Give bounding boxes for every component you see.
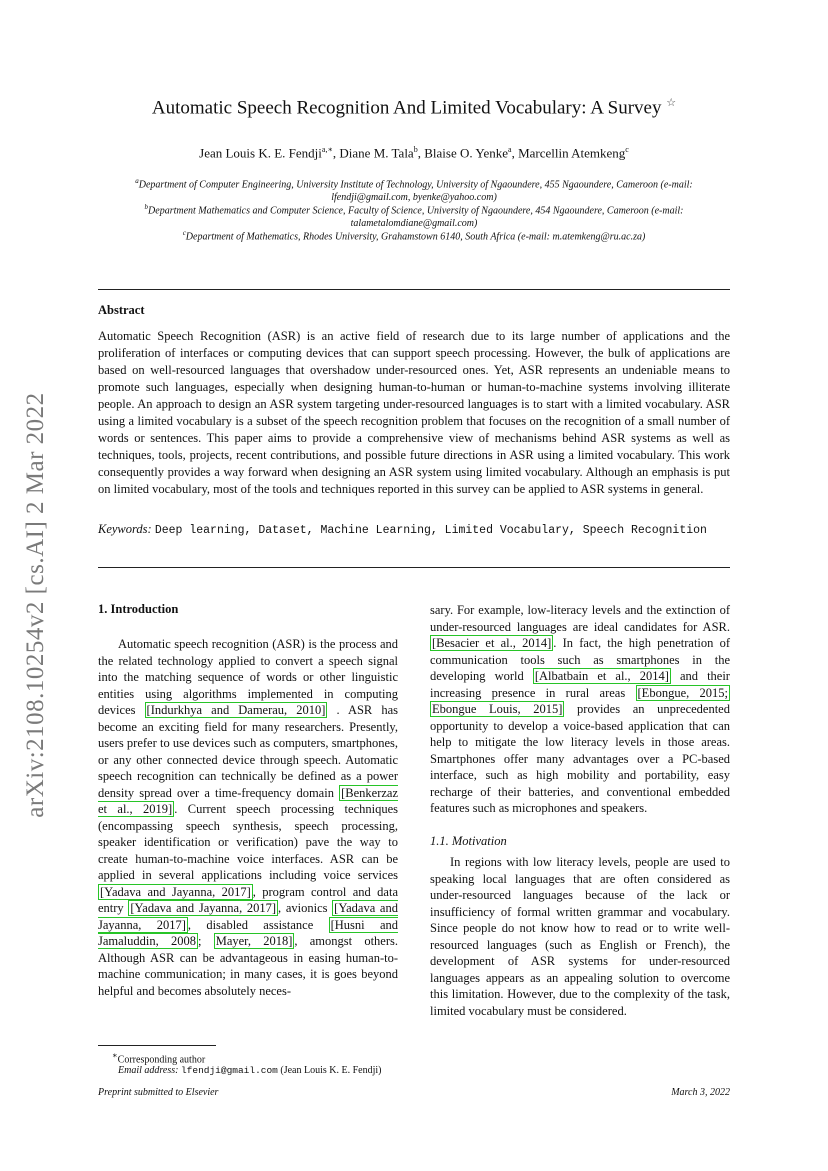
text-run: , disabled assistance (187, 917, 329, 932)
arxiv-identifier-text: arXiv:2108.10254v2 [cs.AI] 2 Mar 2022 (22, 392, 49, 818)
text-run: sary. For example, low-literacy levels and the extinction of under-resourced languages are ideal candidates for ASR. (430, 603, 730, 634)
citation-link[interactable]: [Yadava and Jayanna, 2017] (100, 884, 251, 899)
citation-link[interactable]: [Benkerzaz et al., 2019] (98, 785, 398, 816)
author: Blaise O. Yenke (424, 145, 508, 161)
text-run: ; (198, 934, 214, 948)
affiliation-text-cont: talametalomdiane@gmail.com) (350, 218, 478, 230)
citation-link[interactable]: [Albatbain et al., 2014] (534, 669, 669, 683)
text-run: provides an unprecedented opportunity to develop a voice-based application that can help to mitigate the low literacy levels in those areas. Smartphones offer many advantages over a PC-based interface, such as high mobility and portability, easy recharge of their batteries, and conventional embedded features such as microphones and speakers. (430, 702, 730, 815)
affiliation-sup: c (182, 229, 186, 237)
intro-paragraph (98, 636, 398, 999)
email-link[interactable]: lfendji@gmail.com (180, 1065, 278, 1076)
text-run: , avionics (278, 901, 333, 915)
footer-right: March 3, 2022 (671, 1087, 730, 1098)
divider (98, 289, 730, 290)
text-run: . In fact, the high penetration of communication tools such as smartphones in the developing world (430, 636, 731, 683)
keywords-text: Deep learning, Dataset, Machine Learning, Limited Vocabulary, Speech Recognition (154, 524, 707, 537)
author-sup: c (625, 145, 629, 154)
footnote-text: Corresponding author (117, 1054, 206, 1066)
author-sup: b (413, 145, 418, 154)
affiliation (98, 201, 730, 230)
footnote-mark: ∗ (112, 1051, 118, 1060)
text-run: . Current speech processing techniques (encompassing speech synthesis, speech processing, speaker identification or verification) pave the way to create human-to-machine voice interfaces. ASR can be applied in several applications including voice services (98, 802, 398, 882)
motivation-paragraph: In regions with low literacy levels, people are used to speaking local languages that are often considered as under-resourced languages because of the lack or insufficiency of formal written grammar and vocabulary. Since people do not know how to read or to write well-resourced languages (such as English or French), the development of ASR systems for under-resourced languages appears as an appealing solution to overcome this limitation. However, due to the complexity of the task, limited vocabulary must be considered. (430, 855, 730, 1018)
motivation-column (430, 854, 730, 1019)
intro-column-right (430, 602, 730, 817)
section-heading-introduction: 1. Introduction (98, 602, 179, 616)
author: Jean Louis K. E. Fendji (199, 145, 322, 161)
citation-link[interactable]: [Besacier et al., 2014] (432, 636, 552, 650)
footer-left: Preprint submitted to Elsevier (98, 1087, 219, 1098)
citation-link[interactable]: Mayer, 2018] (215, 934, 293, 948)
author: Diane M. Tala (339, 145, 414, 161)
affiliation-text-cont: lfendji@gmail.com, byenke@yahoo.com) (331, 192, 497, 204)
author-sup: a (508, 145, 512, 154)
email-owner: (Jean Louis K. E. Fendji) (277, 1065, 382, 1076)
affiliation-text: Department Mathematics and Computer Science, Faculty of Science, University of Ngaoundere, 454 Ngaoundere, Cameroon (e-mail: (148, 205, 684, 217)
text-run: , program control and data entry (98, 884, 398, 915)
author-list: Jean Louis K. E. Fendji$^{a,∗}$, Diane M. Tala$^b$, Blaise O. Yenke$^a$, Marcellin Atemkeng$^c$ (199, 145, 629, 161)
text-run: and their increasing presence in rural areas (430, 669, 730, 700)
affiliation (98, 227, 730, 243)
intro-paragraph-cont (430, 602, 730, 817)
affiliation-text: Department of Computer Engineering, University Institute of Technology, University of Ngaoundere, 455 Ngaoundere, Cameroon (e-mail: (138, 179, 693, 191)
citation-link[interactable]: [Indurkhya and Damerau, 2010] (146, 703, 326, 717)
text-run: . ASR has become an exciting field for many researchers. Presently, users prefer to use devices such as computers, smartphones, or any other connected device through speech. Automatic speech recognition can technically be defined as a power density spread over a time-frequency domain (98, 703, 398, 800)
affiliation (98, 175, 730, 204)
title-footnote-mark: ☆ (666, 97, 677, 109)
affiliation-text: Department of Mathematics, Rhodes University, Grahamstown 6140, South Africa (e-mail: m.atemkeng@ru.ac.za) (185, 231, 646, 243)
keywords (98, 521, 730, 539)
citation-link[interactable]: Ebongue Louis, 2015] (432, 702, 563, 716)
citation-link[interactable]: [Ebongue, 2015; (637, 685, 728, 700)
subsection-heading-motivation: 1.1. Motivation (430, 834, 507, 848)
citation-link[interactable]: [Yadava and Jayanna, 2017] (130, 901, 277, 915)
citation-link[interactable]: [Yadava and Jayanna, 2017] (98, 901, 398, 932)
footnote-divider (98, 1045, 216, 1046)
citation-link[interactable]: [Husni and Jamaluddin, 2008 (98, 917, 399, 948)
affiliation-sup: b (144, 203, 149, 211)
paper-title (98, 96, 730, 119)
text-run: , amongst others. Although ASR can be advantageous in easing human-to-machine communication; in many cases, it is goes beyond helpful and becomes absolutely neces- (98, 934, 398, 998)
abstract-heading: Abstract (98, 303, 145, 317)
author: Marcellin Atemkeng (518, 145, 626, 161)
paper-title-text: Automatic Speech Recognition And Limited Vocabulary: A Survey (151, 97, 662, 119)
author-sup: a,∗ (321, 145, 333, 154)
footnote-email (118, 1063, 381, 1078)
email-label: Email address: (118, 1065, 179, 1076)
abstract-body: Automatic Speech Recognition (ASR) is an active field of research due to its large number of applications and the proliferation of interfaces or computing devices that can support speech processing. However, the bulk of applications are based on well-resourced languages that overshadow under-resourced ones. Yet, ASR represents an undeniable means to promote such languages, especially when designing human-to-human or human-to-machine systems involving illiterate people. An approach to design an ASR system targeting under-resourced languages is to start with a limited vocabulary. ASR using a limited vocabulary is a subset of the speech recognition problem that focuses on the recognition of a small number of words or sentences. This paper aims to provide a comprehensive view of mechanisms behind ASR systems as well as techniques, tools, projects, recent contributions, and possible future directions in ASR using a limited vocabulary. This work consequently provides a way forward when designing an ASR system using limited vocabulary. Although an emphasis is put on limited vocabulary, most of the tools and techniques reported in this survey can be applied to ASR systems in general. (98, 329, 730, 496)
keywords-label: Keywords: (98, 522, 152, 536)
divider (98, 567, 730, 568)
text-run: Automatic speech recognition (ASR) is the process and the related technology applied to convert a speech signal into the matching sequence of words or other linguistic entities using algorithms implemented in computing devices (98, 637, 398, 717)
affiliation-sup: a (135, 177, 139, 185)
intro-column-left (98, 636, 398, 999)
